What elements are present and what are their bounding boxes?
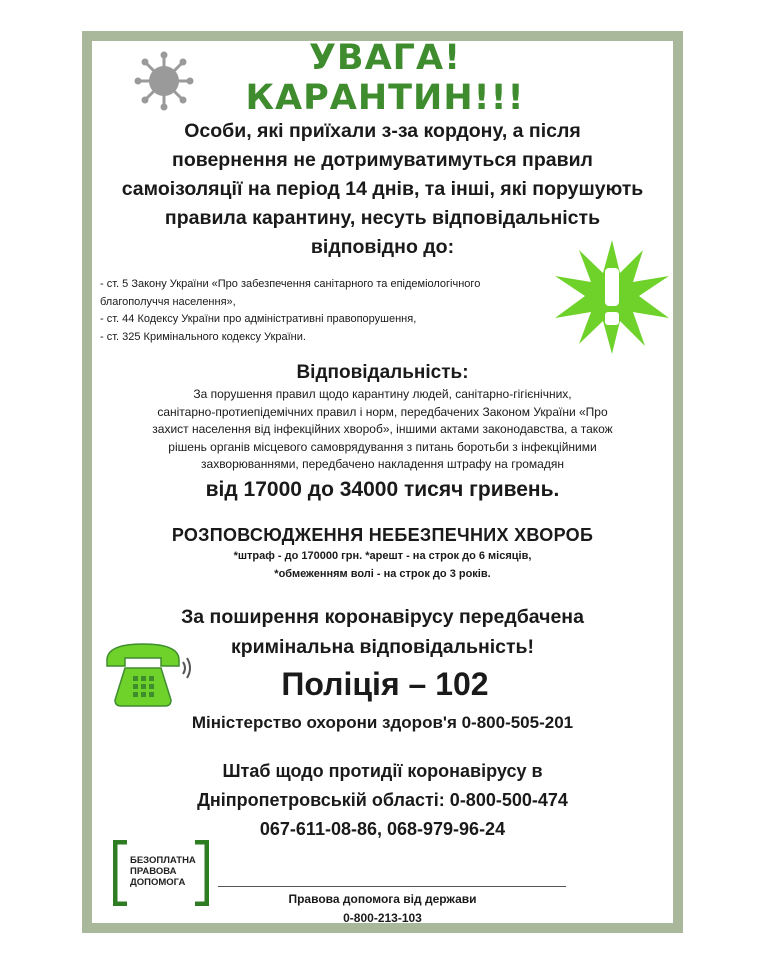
intro-line: самоізоляції на період 14 днів, та інші, які порушують	[121, 178, 644, 200]
hq-line: Штаб щодо протидії коронавірусу в	[222, 761, 543, 781]
intro-line: правила карантину, несуть відповідальність	[164, 207, 601, 229]
spread-heading: РОЗПОВСЮДЖЕННЯ НЕБЕЗПЕЧНИХ ХВОРОБ	[171, 525, 594, 545]
logo-line: ДОПОМОГА	[130, 877, 186, 888]
covid-line: кримінальна відповідальність!	[230, 636, 535, 658]
intro-line: відповідно до:	[310, 236, 455, 258]
ministry-of-health-number: Міністерство охорони здоров'я 0-800-505-201	[191, 713, 574, 732]
hq-line: 067-611-08-86, 068-979-96-24	[259, 819, 506, 839]
footer-title: Правова допомога від держави	[288, 892, 477, 906]
telephone-icon	[103, 638, 195, 710]
footer-phone: 0-800-213-103	[343, 911, 422, 925]
intro-line: повернення не дотримуватимуться правил	[172, 149, 593, 171]
spread-details	[100, 547, 665, 583]
police-number: Поліція – 102	[281, 666, 489, 702]
virus-icon	[133, 50, 195, 112]
laws-list	[100, 276, 570, 346]
spread-line: *штраф - до 170000 грн. *арешт - на строк до 6 місяців,	[233, 550, 532, 562]
title-line-2: КАРАНТИН!!!	[245, 78, 525, 118]
regional-hq-contacts	[100, 757, 665, 844]
responsibility-line: санітарно-протиепідемічних правил і норм, передбачених Законом України «Про	[157, 404, 608, 419]
logo-line: БЕЗОПЛАТНА	[130, 855, 196, 866]
logo-text	[130, 855, 210, 888]
covid-line: За поширення коронавірусу передбачена	[181, 606, 584, 628]
footer	[200, 890, 565, 928]
logo-line: ПРАВОВА	[130, 866, 177, 877]
title-line-1: УВАГА!	[308, 38, 462, 78]
responsibility-line: захворюваннями, передбачено накладення штрафу на громадян	[201, 457, 564, 471]
responsibility-line: захист населення від інфекційних хвороб», іншими актами законодавства, а також	[152, 422, 613, 436]
law-item: - ст. 325 Кримінального кодексу України.	[100, 330, 306, 343]
footer-divider	[218, 886, 566, 887]
law-item: - ст. 5 Закону України «Про забезпечення санітарного та епідеміологічного	[100, 278, 481, 290]
law-item: - ст. 44 Кодексу України про адміністративні правопорушення,	[100, 313, 417, 325]
law-item: благополуччя населення»,	[100, 295, 236, 308]
spread-line: *обмеженням волі - на строк до 3 років.	[274, 568, 491, 580]
responsibility-line: За порушення правил щодо карантину людей, санітарно-гігієнічних,	[193, 387, 572, 401]
exclamation-burst-icon	[553, 238, 671, 356]
hq-line: Дніпропетровській області: 0-800-500-474	[197, 790, 568, 810]
responsibility-text	[120, 386, 645, 474]
responsibility-line: рішень органів місцевого самоврядування з питань боротьби з інфекційними	[168, 439, 597, 454]
intro-line: Особи, які приїхали з-за кордону, а після	[184, 120, 581, 142]
responsibility-heading: Відповідальність:	[296, 362, 469, 383]
fine-amount: від 17000 до 34000 тисяч гривень.	[205, 478, 560, 501]
